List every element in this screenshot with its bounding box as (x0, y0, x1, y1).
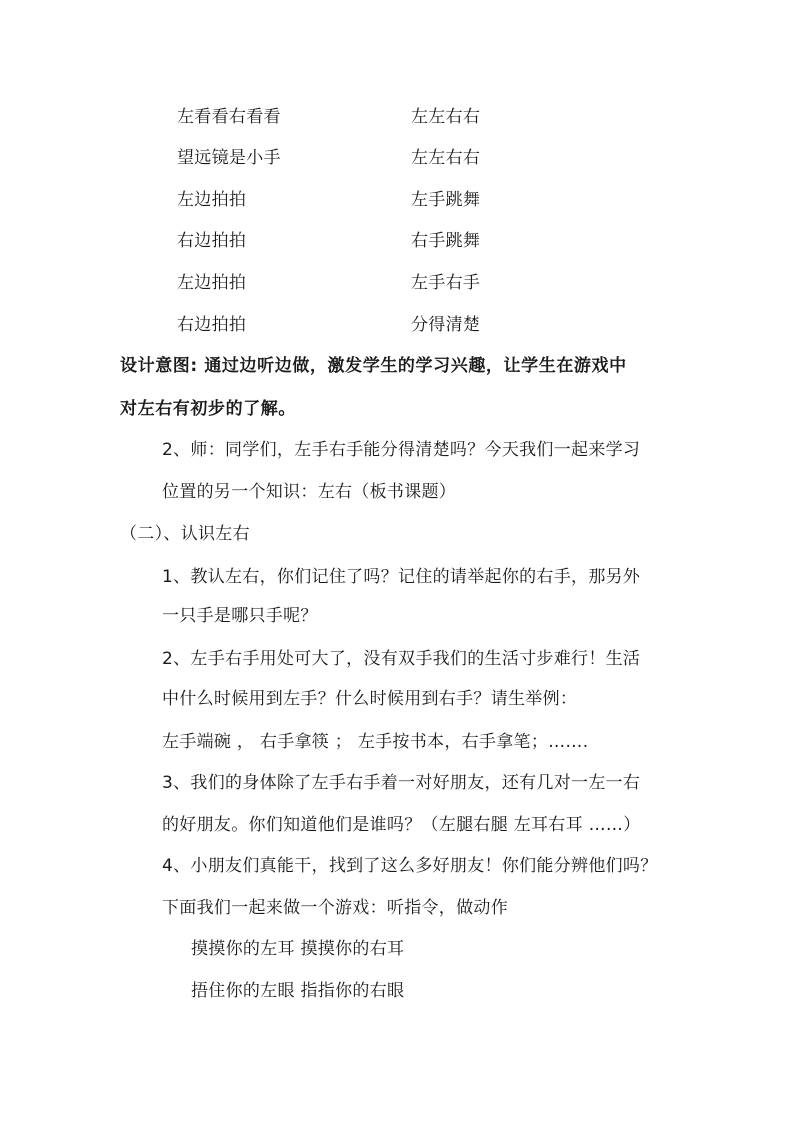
design-intent-line-2: 对左右有初步的了解。 (120, 399, 296, 419)
rhyme-right-1: 左左右右 (411, 107, 481, 127)
item4-line-1: 4、小朋友们真能干，找到了这么多好朋友！你们能分辨他们吗？ (162, 856, 658, 876)
rhyme-left-4: 右边拍拍 (177, 231, 247, 251)
item2-examples: 左手端碗 ， 右手拿筷 ； 左手按书本，右手拿笔；……. (162, 732, 589, 752)
step2-line-1: 2、师：同学们，左手右手能分得清楚吗？今天我们一起来学习 (162, 440, 641, 460)
rhyme-left-5: 左边拍拍 (177, 273, 247, 293)
item1-line-1: 1、教认左右，你们记住了吗？记住的请举起你的右手，那另外 (162, 567, 641, 587)
command-line-1: 摸摸你的左耳 摸摸你的右耳 (191, 939, 405, 959)
section-heading: （二）、认识左右 (120, 524, 250, 544)
item2-line-1: 2、左手右手用处可大了，没有双手我们的生活寸步难行！生活 (162, 649, 641, 669)
item3-line-2: 的好朋友。你们知道他们是谁吗？（左腿右腿 左耳右耳 ……） (162, 815, 641, 835)
rhyme-right-3: 左手跳舞 (411, 190, 481, 210)
command-line-2: 捂住你的左眼 指指你的右眼 (191, 981, 405, 1001)
design-intent-line-1: 设计意图: 通过边听边做，激发学生的学习兴趣，让学生在游戏中 (120, 356, 627, 376)
item2-line-2: 中什么时候用到左手？什么时候用到右手？请生举例： (162, 689, 578, 709)
rhyme-left-6: 右边拍拍 (177, 315, 247, 335)
item1-line-2: 一只手是哪只手呢？ (162, 606, 318, 626)
item4-line-2: 下面我们一起来做一个游戏：听指令，做动作 (162, 898, 508, 918)
rhyme-right-2: 左左右右 (411, 148, 481, 168)
rhyme-left-2: 望远镜是小手 (177, 148, 281, 168)
rhyme-right-6: 分得清楚 (411, 315, 481, 335)
item3-line-1: 3、我们的身体除了左手右手着一对好朋友，还有几对一左一右 (162, 773, 641, 793)
rhyme-right-5: 左手右手 (411, 273, 481, 293)
rhyme-left-1: 左看看右看看 (177, 107, 281, 127)
rhyme-left-3: 左边拍拍 (177, 190, 247, 210)
rhyme-right-4: 右手跳舞 (411, 231, 481, 251)
step2-line-2: 位置的另一个知识：左右（板书课题） (162, 482, 457, 502)
